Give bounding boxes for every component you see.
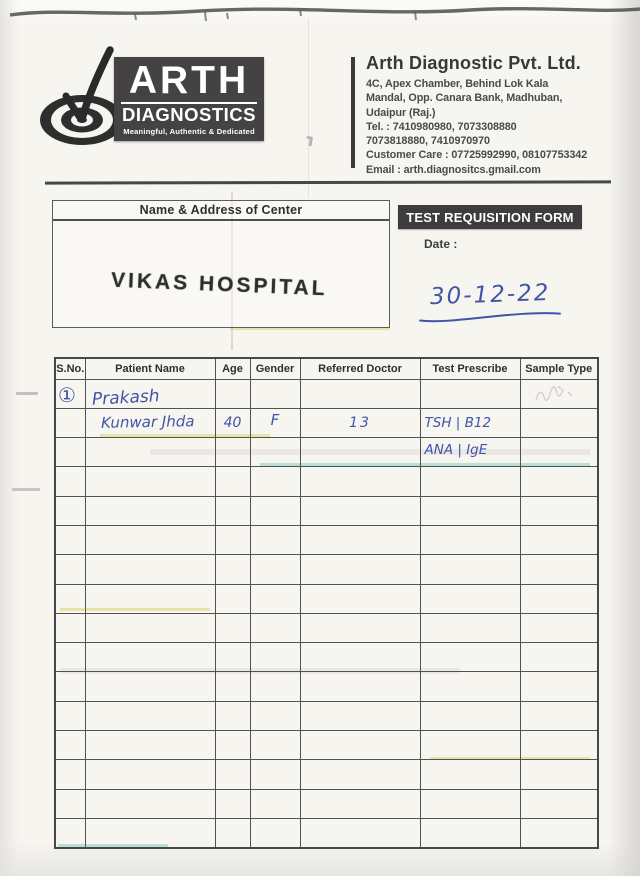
- email-line: Email : arth.diagnositcs.gmail.com: [366, 163, 541, 176]
- table-cell: [85, 379, 215, 408]
- table-cell: [55, 408, 85, 437]
- table-cell: [420, 613, 520, 642]
- paper-crease: [308, 18, 309, 198]
- table-cell: [420, 789, 520, 818]
- date-handwritten: 30-12-22: [429, 279, 551, 311]
- table-cell: [520, 467, 598, 496]
- table-cell: [55, 379, 85, 408]
- table-cell: [55, 525, 85, 554]
- handwritten-entry: F: [270, 411, 280, 430]
- table-cell: [300, 613, 420, 642]
- table-cell: [250, 789, 300, 818]
- table-cell: [250, 438, 300, 467]
- table-row: [55, 408, 598, 437]
- table-row: [55, 643, 598, 672]
- header-divider-bar: [351, 57, 355, 168]
- handwritten-entry: 40: [223, 414, 242, 431]
- table-cell: [250, 555, 300, 584]
- table-cell: [300, 760, 420, 789]
- col-header-gender: Gender: [250, 358, 300, 379]
- table-cell: [520, 555, 598, 584]
- table-cell: [300, 525, 420, 554]
- table-cell: [85, 555, 215, 584]
- table-cell: [55, 789, 85, 818]
- table-cell: [215, 438, 250, 467]
- table-cell: [215, 643, 250, 672]
- table-cell: [300, 701, 420, 730]
- table-cell: [85, 525, 215, 554]
- table-cell: [420, 643, 520, 672]
- phone-line-1: Tel. : 7410980980, 7073308880: [366, 120, 517, 133]
- table-cell: [420, 438, 520, 467]
- handwritten-entry: ①: [58, 382, 76, 407]
- col-header-age: Age: [215, 358, 250, 379]
- table-cell: [250, 467, 300, 496]
- table-row: [55, 789, 598, 818]
- table-cell: [520, 525, 598, 554]
- table-cell: [520, 643, 598, 672]
- table-cell: [520, 438, 598, 467]
- table-cell: [55, 584, 85, 613]
- table-cell: [250, 525, 300, 554]
- table-cell: [215, 672, 250, 701]
- form-title-banner: TEST REQUISITION FORM: [398, 205, 582, 229]
- table-cell: [420, 672, 520, 701]
- table-cell: [300, 496, 420, 525]
- table-cell: [55, 760, 85, 789]
- address-line-2: Mandal, Opp. Canara Bank, Madhuban,: [366, 92, 563, 105]
- address-line-1: 4C, Apex Chamber, Behind Lok Kala: [366, 78, 549, 90]
- table-cell: [520, 408, 598, 437]
- col-header-patient-name: Patient Name: [85, 358, 215, 379]
- handwritten-entry: Prakash: [91, 385, 160, 410]
- table-cell: [55, 467, 85, 496]
- table-cell: [55, 613, 85, 642]
- table-cell: [215, 760, 250, 789]
- handwritten-entry: TSH | B12: [424, 414, 492, 431]
- table-cell: [420, 760, 520, 789]
- company-header: [366, 53, 626, 177]
- table-row: [55, 818, 598, 847]
- target-check-icon: [32, 44, 127, 149]
- table-cell: [55, 555, 85, 584]
- table-cell: [250, 584, 300, 613]
- table-row: [55, 496, 598, 525]
- table-cell: [420, 408, 520, 437]
- table-cell: [85, 584, 215, 613]
- table-cell: [520, 379, 598, 408]
- horizontal-rule: [45, 180, 611, 184]
- table-cell: [300, 789, 420, 818]
- table-row: [55, 467, 598, 496]
- logo-title: ARTH: [128, 59, 250, 102]
- table-cell: [215, 408, 250, 437]
- col-header-sample-type: Sample Type: [520, 358, 598, 379]
- table-cell: [215, 525, 250, 554]
- table-cell: [85, 613, 215, 642]
- table-cell: [215, 731, 250, 760]
- table-row: [55, 672, 598, 701]
- table-cell: [420, 496, 520, 525]
- table-cell: [215, 789, 250, 818]
- center-box-title: Name & Address of Center: [53, 201, 389, 221]
- table-row: [55, 525, 598, 554]
- col-header-referred-doctor: Referred Doctor: [300, 358, 420, 379]
- margin-mark: [12, 488, 40, 491]
- table-cell: [520, 789, 598, 818]
- table-cell: [250, 408, 300, 437]
- table-cell: [85, 643, 215, 672]
- table-cell: [300, 643, 420, 672]
- table-cell: [300, 555, 420, 584]
- address-line-3: Udaipur (Raj.): [366, 106, 436, 119]
- table-cell: [250, 701, 300, 730]
- date-label: Date :: [424, 237, 458, 251]
- scan-top-edge: [0, 0, 640, 26]
- col-header-test-prescribe: Test Prescribe: [420, 358, 520, 379]
- table-cell: [420, 818, 520, 847]
- table-cell: [55, 672, 85, 701]
- logo-tagline: Meaningful, Authentic & Dedicated: [123, 127, 255, 136]
- company-name: Arth Diagnostic Pvt. Ltd.: [366, 53, 582, 73]
- table-cell: [85, 438, 215, 467]
- table-row: [55, 701, 598, 730]
- table-cell: [55, 818, 85, 847]
- table-cell: [420, 379, 520, 408]
- table-row: [55, 613, 598, 642]
- table-cell: [215, 379, 250, 408]
- table-cell: [250, 613, 300, 642]
- table-cell: [300, 467, 420, 496]
- margin-mark: [16, 392, 38, 395]
- logo-subtitle: DIAGNOSTICS: [122, 104, 256, 125]
- table-cell: [520, 672, 598, 701]
- table-cell: [300, 672, 420, 701]
- table-cell: [215, 467, 250, 496]
- table-cell: [250, 760, 300, 789]
- table-cell: [85, 467, 215, 496]
- table-row: [55, 379, 598, 408]
- table-cell: [85, 672, 215, 701]
- customer-care-line: Customer Care : 07725992990, 08107753342: [366, 149, 588, 162]
- table-cell: [85, 496, 215, 525]
- table-cell: [215, 701, 250, 730]
- table-cell: [420, 555, 520, 584]
- table-cell: [85, 760, 215, 789]
- table-cell: [215, 584, 250, 613]
- handwritten-entry: ANA | IgE: [424, 442, 488, 459]
- table-row: [55, 584, 598, 613]
- hospital-stamp: VIKAS HOSPITAL: [110, 268, 329, 301]
- table-cell: [250, 379, 300, 408]
- table-cell: [85, 731, 215, 760]
- table-row: [55, 555, 598, 584]
- table-cell: [520, 731, 598, 760]
- table-cell: [55, 643, 85, 672]
- table-row: [55, 760, 598, 789]
- center-address-box: [52, 200, 390, 328]
- table-cell: [300, 818, 420, 847]
- table-cell: [520, 613, 598, 642]
- table-cell: [300, 731, 420, 760]
- table-cell: [420, 701, 520, 730]
- table-cell: [420, 467, 520, 496]
- table-body: [55, 379, 598, 848]
- table-cell: [55, 701, 85, 730]
- logo-box: [114, 57, 264, 141]
- table-cell: [520, 760, 598, 789]
- table-cell: [520, 818, 598, 847]
- table-cell: [420, 525, 520, 554]
- table-cell: [250, 672, 300, 701]
- table-cell: [250, 643, 300, 672]
- table-cell: [420, 584, 520, 613]
- table-cell: [520, 701, 598, 730]
- table-cell: [55, 731, 85, 760]
- table-cell: [420, 731, 520, 760]
- requisition-table: [54, 357, 599, 849]
- table-cell: [85, 408, 215, 437]
- table-cell: [85, 789, 215, 818]
- table-cell: [250, 731, 300, 760]
- handwritten-entry: 13: [349, 414, 371, 431]
- phone-line-2: 7073818880, 7410970970: [366, 135, 490, 148]
- table-cell: [520, 496, 598, 525]
- table-cell: [250, 496, 300, 525]
- table-cell: [215, 496, 250, 525]
- table-cell: [250, 818, 300, 847]
- table-cell: [215, 613, 250, 642]
- table-cell: [520, 584, 598, 613]
- table-cell: [85, 701, 215, 730]
- handwritten-entry: Kunwar Jhda: [100, 412, 195, 433]
- table-cell: [300, 438, 420, 467]
- date-underline-stroke: [418, 308, 568, 326]
- table-cell: [300, 408, 420, 437]
- table-row: [55, 731, 598, 760]
- table-header-row: [55, 358, 598, 379]
- table-cell: [300, 584, 420, 613]
- table-cell: [215, 555, 250, 584]
- table-cell: [85, 818, 215, 847]
- table-cell: [55, 496, 85, 525]
- table-row: [55, 438, 598, 467]
- col-header-sno: S.No.: [55, 358, 85, 379]
- table-cell: [55, 438, 85, 467]
- table-cell: [300, 379, 420, 408]
- table-cell: [215, 818, 250, 847]
